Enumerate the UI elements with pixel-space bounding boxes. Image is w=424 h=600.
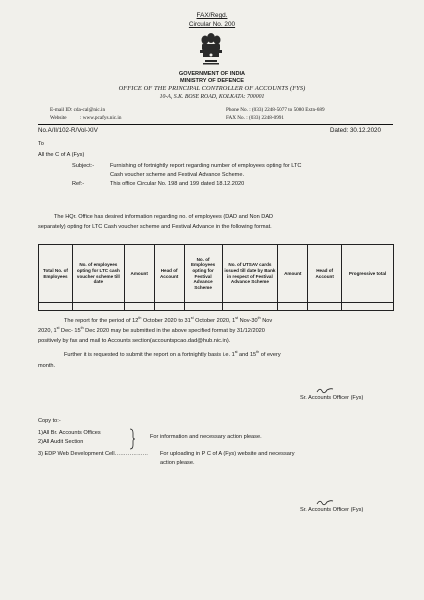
website-url: : www.pcafys.nic.in <box>80 115 122 121</box>
para3-line-1: Further it is requested to submit the report on a fortnightly basis i.e. 1st and 15th of every <box>64 350 281 358</box>
header-amount-ltc: Amount <box>124 245 154 303</box>
to-label: To <box>38 141 44 147</box>
header-total-employees: Total No. of Employees <box>39 245 73 303</box>
circular-number: Circular No. 200 <box>188 21 236 28</box>
phone-number: Phone No. : (033) 2248-5077 to 5080 Extn-689 <box>226 107 325 113</box>
letterhead-divider <box>38 124 393 125</box>
ministry-heading: MINISTRY OF DEFENCE <box>179 78 245 84</box>
copy-item-1: 1)All Br. Accounts Offices <box>38 430 101 436</box>
header-festival-employees: No. of Employees opting for Festival Advance Scheme <box>184 245 222 303</box>
report-format-table <box>38 244 394 311</box>
reference-date: Dated: 30.12.2020 <box>330 127 381 134</box>
reference-number: No.A/II/102-R/Vol-XIV <box>38 127 98 134</box>
header-head-of-account-festival: Head of Account <box>308 245 342 303</box>
signature-mark-2 <box>316 498 334 506</box>
signature-mark <box>316 386 334 394</box>
copy-item-3: 3) EDP Web Development Cell……………… <box>38 451 149 457</box>
office-address: 10-A, S.K. BOSE ROAD, KOLKATA: 700001 <box>159 94 265 100</box>
table-row <box>39 303 394 311</box>
para2-line-2: 2020, 1st Dec- 15th Dec 2020 may be submitted in the above specified format by 31/12/2020 <box>38 326 265 334</box>
para1-line-2: separately) opting for LTC Cash voucher scheme and Festival Advance in the following format. <box>38 224 272 230</box>
brace-icon <box>129 428 135 450</box>
subject-line-2: Cash voucher scheme and Festival Advance Scheme. <box>110 172 245 178</box>
copy-to-label: Copy to:- <box>38 418 61 424</box>
copy-item-3-text-1: For uploading in P C of A (Fys) website and necessary <box>160 451 295 457</box>
office-heading: OFFICE OF THE PRINCIPAL CONTROLLER OF ACCOUNTS (FYS) <box>118 85 306 92</box>
signature-designation-2: Sr. Accounts Officer (Fys) <box>300 507 364 513</box>
copy-item-3-text-2: action please. <box>160 460 195 466</box>
header-head-of-account-ltc: Head of Account <box>154 245 184 303</box>
para2-line-1: The report for the period of 12th October 2020 to 31st October 2020, 1st Nov-30th Nov <box>64 316 273 324</box>
email-id: E-mail ID: cda-cal@nic.in <box>50 107 106 113</box>
subject-label: Subject:- <box>72 163 95 169</box>
website-label: Website <box>50 115 67 121</box>
fax-number: FAX No. : (033) 2248-0991 <box>226 115 284 121</box>
header-progressive-total: Progressive total <box>342 245 394 303</box>
para3-line-2: month. <box>38 363 56 369</box>
ref-label: Ref:- <box>72 181 85 187</box>
signature-designation: Sr. Accounts Officer (Fys) <box>300 395 364 401</box>
fax-regd-label: FAX/Regd. <box>196 12 228 19</box>
ref-text: This office Circular No. 198 and 199 dated 18.12.2020 <box>110 181 245 187</box>
header-ltc-employees: No. of employees opting for LTC cash voucher scheme till date <box>72 245 124 303</box>
subject-line-1: Furnishing of fortnightly report regarding number of employees opting for LTC <box>110 163 302 169</box>
copy-item-2: 2)All Audit Section <box>38 439 84 445</box>
copy-group-text: For information and necessary action please. <box>150 434 262 440</box>
state-emblem-icon <box>196 30 226 68</box>
header-utsav-cards: No. of UTSAV cards issued till date by Bank in respect of Festival Advance Scheme <box>222 245 278 303</box>
government-heading: GOVERNMENT OF INDIA <box>178 71 246 77</box>
para2-line-3: positively by fax and mail to Accounts section(accountspcao.dad@hub.nic.in). <box>38 338 231 344</box>
para1-line-1: The HQr. Office has desired information regarding no. of employees (DAD and Non DAD <box>54 214 274 220</box>
header-amount-festival: Amount <box>278 245 308 303</box>
recipient: All the C of A (Fys) <box>38 152 85 158</box>
